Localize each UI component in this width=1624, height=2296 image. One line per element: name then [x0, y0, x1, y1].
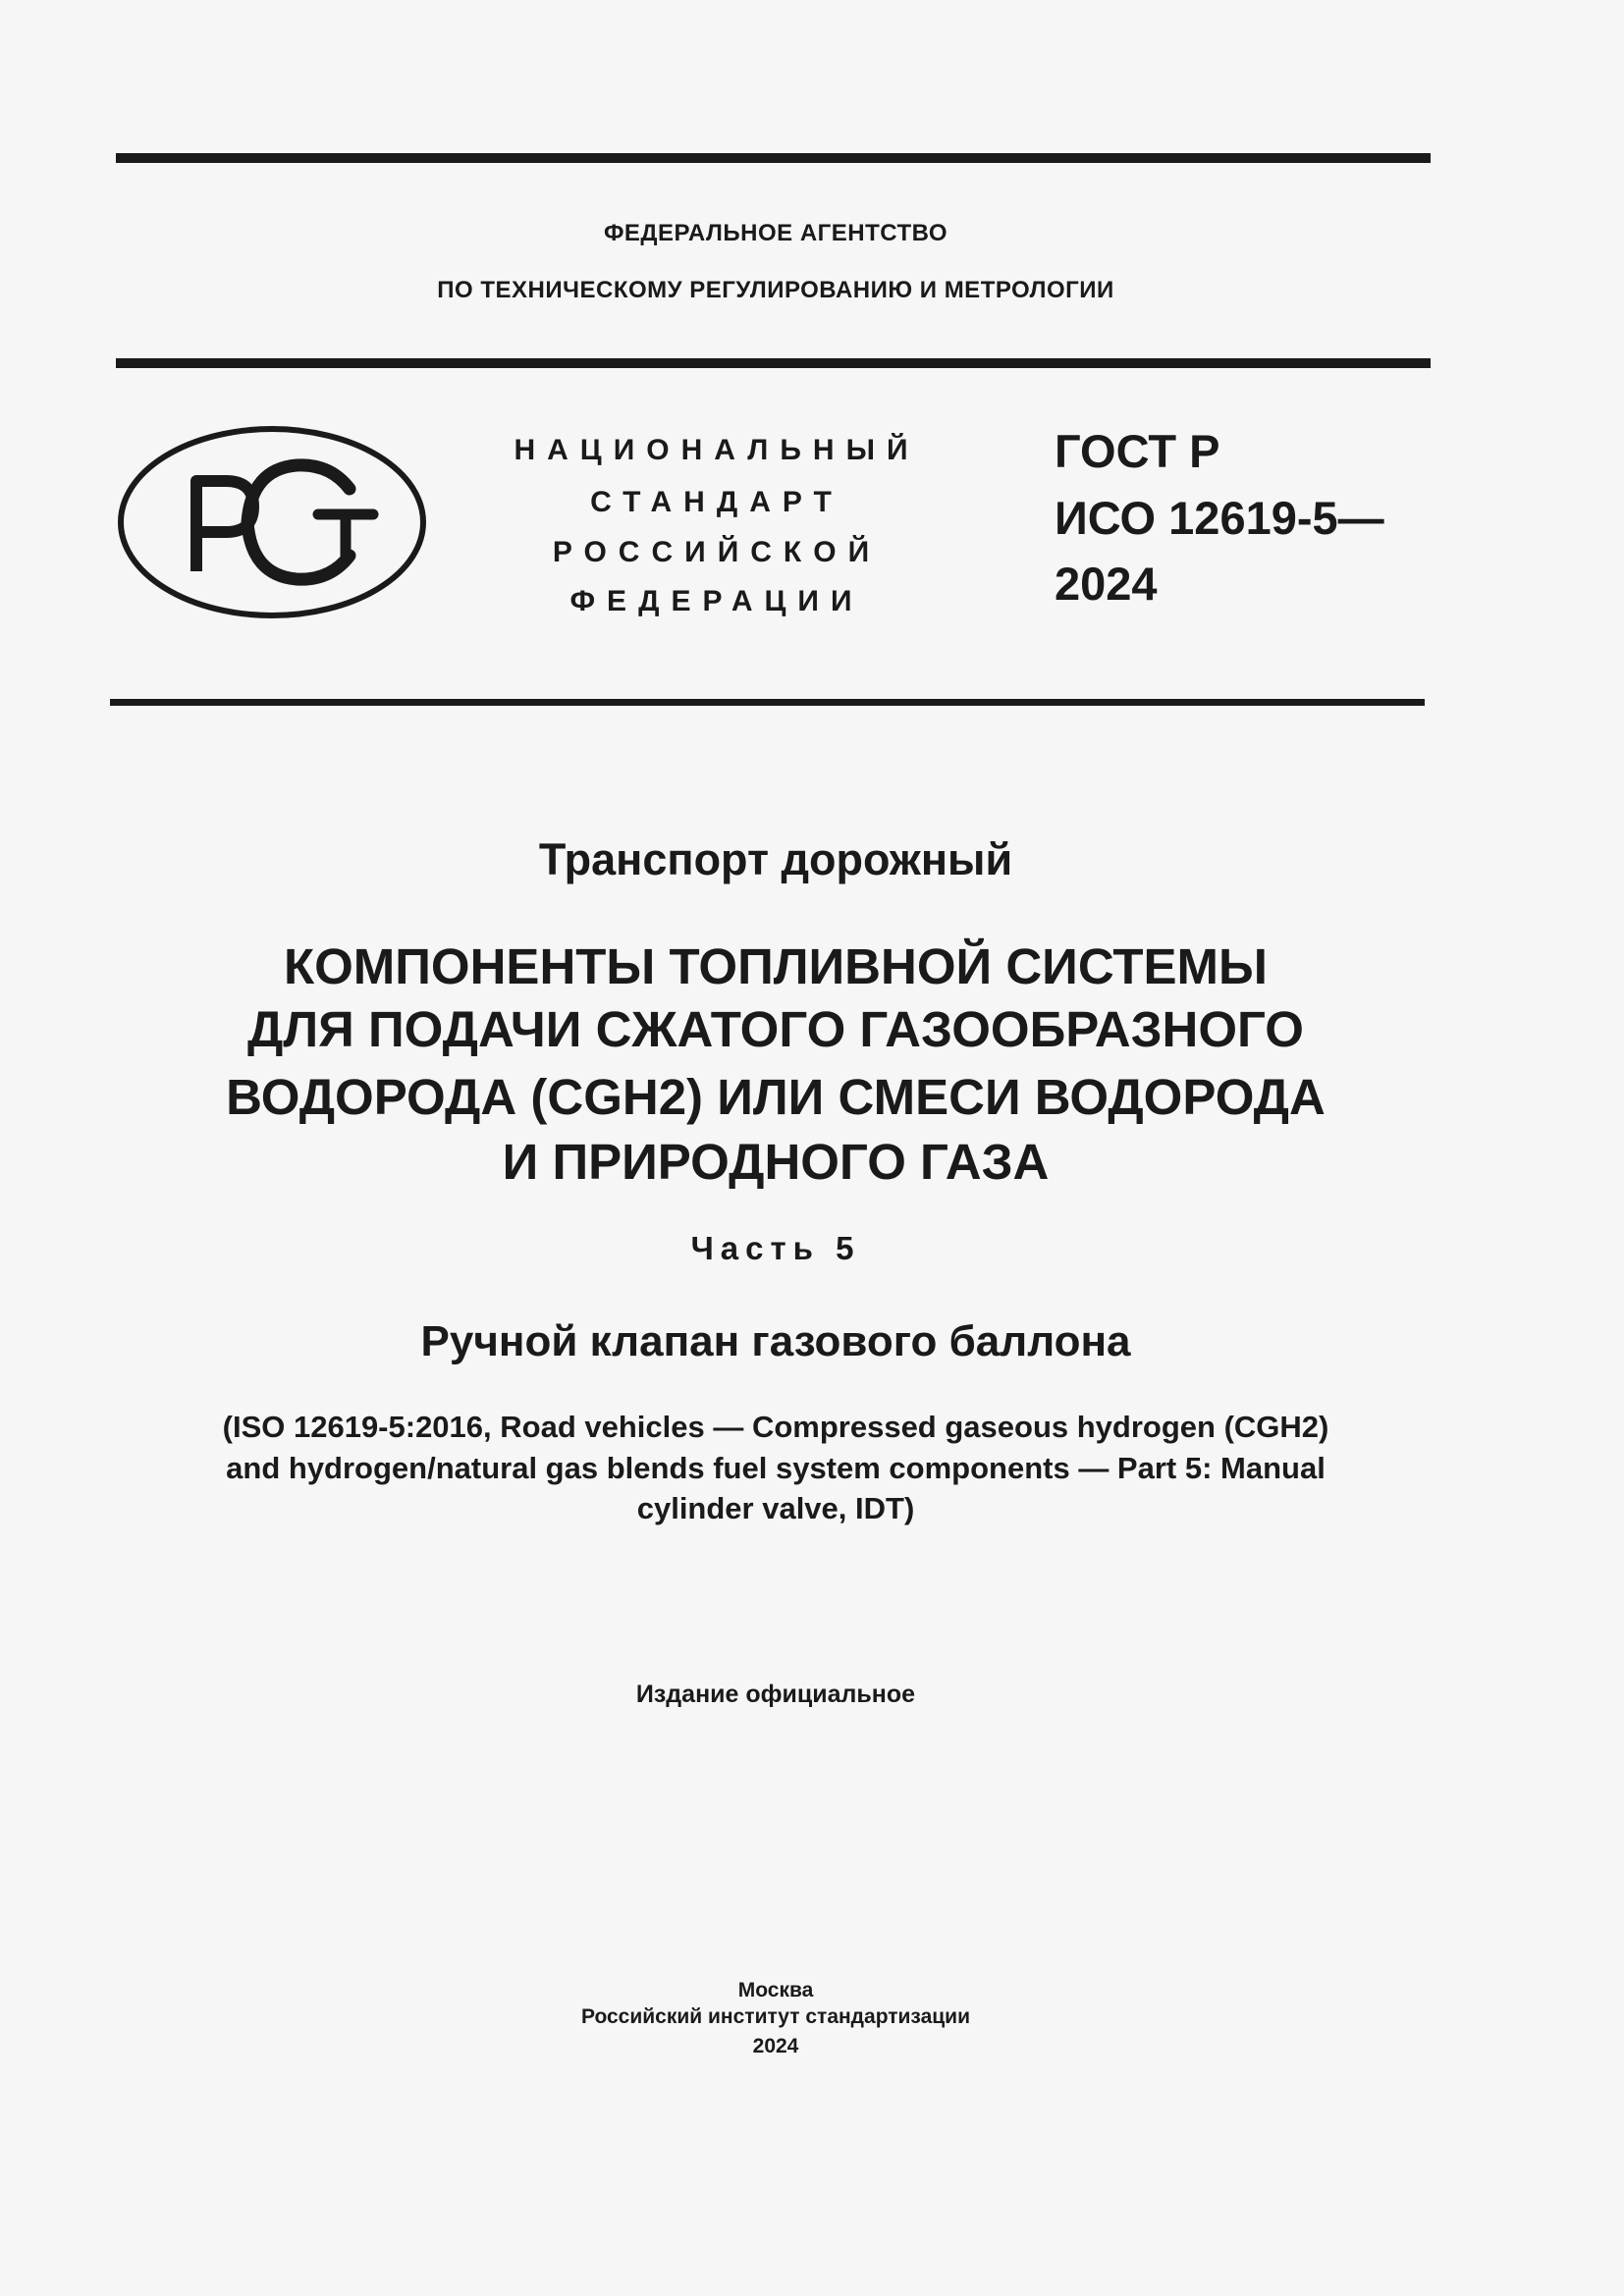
document-subtitle: Ручной клапан газового баллона — [420, 1317, 1131, 1365]
iso-reference-line: (ISO 12619-5:2016, Road vehicles — Compressed gaseous hydrogen (CGH2) — [222, 1410, 1329, 1444]
designation-line-1: ГОСТ Р — [1055, 425, 1220, 477]
document-title-line: ВОДОРОДА (CGH2) ИЛИ СМЕСИ ВОДОРОДА — [226, 1069, 1326, 1125]
iso-reference-line: cylinder valve, IDT) — [636, 1491, 915, 1525]
top-rule — [116, 153, 1431, 163]
bottom-rule — [110, 699, 1425, 706]
designation-line-3: 2024 — [1055, 558, 1158, 610]
iso-reference-line: and hydrogen/natural gas blends fuel system components — Part 5: Manual — [226, 1451, 1326, 1485]
footer-publisher: Российский институт стандартизации — [580, 2005, 971, 2028]
part-number: Часть 5 — [690, 1230, 861, 1266]
document-title-line: КОМПОНЕНТЫ ТОПЛИВНОЙ СИСТЕМЫ — [284, 938, 1268, 994]
document-title-line: И ПРИРОДНОГО ГАЗА — [502, 1134, 1050, 1190]
document-title-line: ДЛЯ ПОДАЧИ СЖАТОГО ГАЗООБРАЗНОГО — [247, 1001, 1304, 1057]
national-standard-line-2: СТАНДАРТ — [590, 486, 843, 518]
footer-city: Москва — [737, 1979, 814, 2002]
middle-rule — [116, 358, 1431, 368]
national-standard-line-4: ФЕДЕРАЦИИ — [569, 585, 864, 617]
footer-year: 2024 — [752, 2035, 799, 2057]
document-subject: Транспорт дорожный — [538, 834, 1013, 884]
designation-line-2: ИСО 12619-5— — [1055, 492, 1384, 544]
national-standard-line-1: НАЦИОНАЛЬНЫЙ — [514, 434, 920, 466]
agency-name-line-1: ФЕДЕРАЛЬНОЕ АГЕНТСТВО — [603, 220, 948, 246]
national-standard-line-3: РОССИЙСКОЙ — [552, 536, 882, 568]
agency-name-line-2: ПО ТЕХНИЧЕСКОМУ РЕГУЛИРОВАНИЮ И МЕТРОЛОГИИ — [437, 277, 1114, 303]
edition-note: Издание официальное — [635, 1681, 916, 1708]
rst-logo-icon — [116, 424, 428, 620]
